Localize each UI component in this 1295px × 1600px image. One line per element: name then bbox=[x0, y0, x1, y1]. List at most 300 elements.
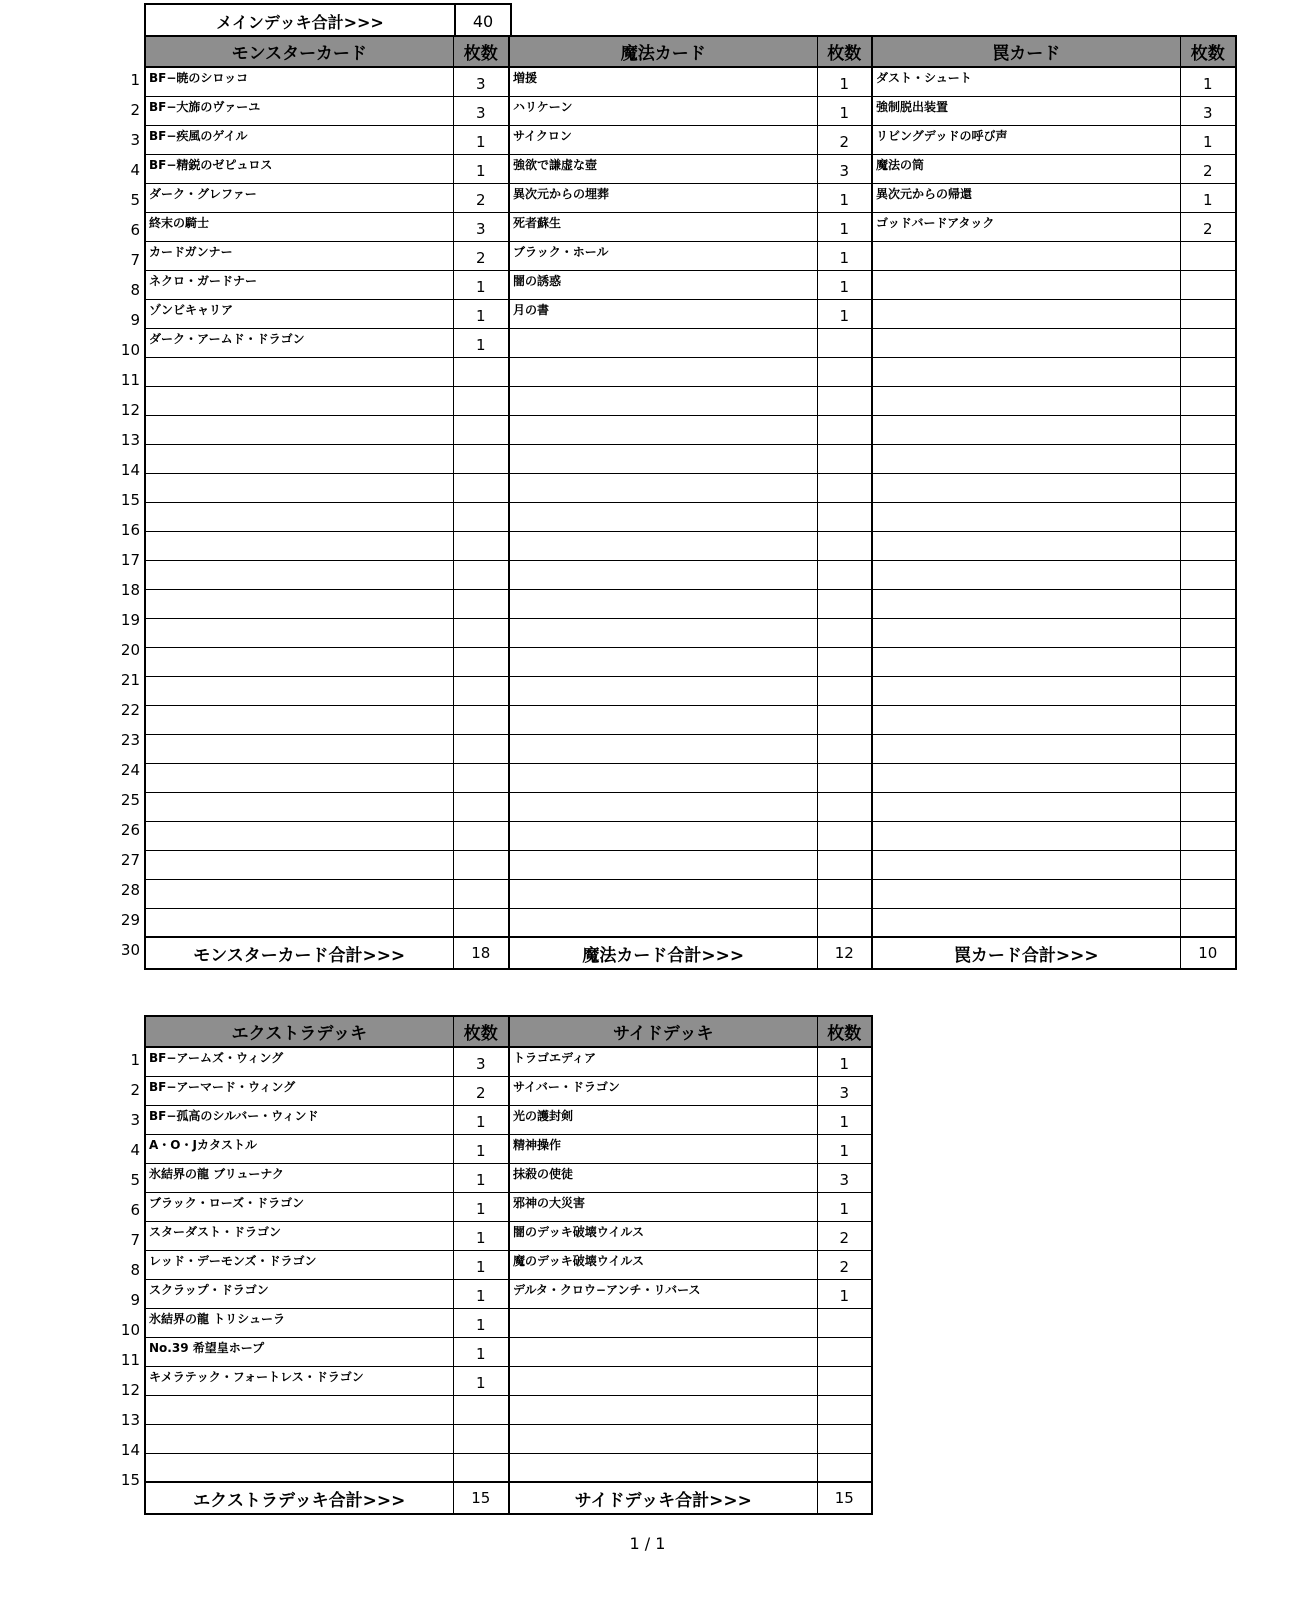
trap-card-name bbox=[872, 734, 1180, 763]
table-row bbox=[145, 850, 1236, 879]
table-row bbox=[145, 328, 1236, 357]
extra-card-name bbox=[145, 1395, 453, 1424]
table-row bbox=[145, 444, 1236, 473]
spell-total-label: 魔法カード合計>>> bbox=[509, 937, 817, 969]
spell-card-count bbox=[817, 560, 872, 589]
monster-card-count bbox=[453, 415, 509, 444]
monster-card-name bbox=[145, 531, 453, 560]
row-number: 26 bbox=[120, 821, 140, 839]
trap-card-count bbox=[1180, 618, 1236, 647]
spell-card-count: 2 bbox=[817, 125, 872, 154]
row-number: 9 bbox=[130, 1291, 140, 1309]
trap-card-name: リビングデッドの呼び声 bbox=[872, 125, 1180, 154]
row-number: 7 bbox=[130, 251, 140, 269]
table-row bbox=[145, 125, 1236, 154]
trap-card-count: 2 bbox=[1180, 154, 1236, 183]
spell-card-count bbox=[817, 705, 872, 734]
spell-count-header: 枚数 bbox=[817, 36, 872, 67]
table-row bbox=[145, 357, 1236, 386]
monster-card-name bbox=[145, 415, 453, 444]
spell-card-count bbox=[817, 821, 872, 850]
monster-card-name bbox=[145, 502, 453, 531]
extra-total-label: エクストラデッキ合計>>> bbox=[145, 1482, 453, 1514]
extra-side-table bbox=[144, 1015, 873, 1515]
monster-card-name bbox=[145, 850, 453, 879]
trap-card-name bbox=[872, 299, 1180, 328]
trap-card-count bbox=[1180, 270, 1236, 299]
row-number: 14 bbox=[120, 461, 140, 479]
trap-card-count bbox=[1180, 705, 1236, 734]
trap-card-name bbox=[872, 444, 1180, 473]
extra-card-count: 1 bbox=[453, 1337, 509, 1366]
trap-card-name bbox=[872, 502, 1180, 531]
table-row bbox=[145, 647, 1236, 676]
spell-card-name: 増援 bbox=[509, 67, 817, 96]
monster-card-count bbox=[453, 473, 509, 502]
side-card-name: 魔のデッキ破壊ウイルス bbox=[509, 1250, 817, 1279]
monster-card-name bbox=[145, 589, 453, 618]
trap-card-count bbox=[1180, 589, 1236, 618]
spell-card-name bbox=[509, 444, 817, 473]
table-row bbox=[145, 1134, 872, 1163]
side-total-value: 15 bbox=[817, 1482, 872, 1514]
spell-card-name bbox=[509, 473, 817, 502]
extra-card-name: 氷結界の龍 トリシューラ bbox=[145, 1308, 453, 1337]
side-card-name bbox=[509, 1308, 817, 1337]
monster-card-name: ネクロ・ガードナー bbox=[145, 270, 453, 299]
table-row bbox=[145, 1424, 872, 1453]
monster-card-count bbox=[453, 676, 509, 705]
extra-count-header: 枚数 bbox=[453, 1016, 509, 1047]
spell-card-name bbox=[509, 792, 817, 821]
trap-count-header: 枚数 bbox=[1180, 36, 1236, 67]
row-number: 13 bbox=[120, 1411, 140, 1429]
trap-header: 罠カード bbox=[872, 36, 1180, 67]
trap-card-count bbox=[1180, 444, 1236, 473]
trap-card-name bbox=[872, 676, 1180, 705]
trap-card-name: 魔法の筒 bbox=[872, 154, 1180, 183]
table-row bbox=[145, 1453, 872, 1482]
trap-card-count bbox=[1180, 879, 1236, 908]
spell-card-name: ハリケーン bbox=[509, 96, 817, 125]
row-number: 20 bbox=[120, 641, 140, 659]
table-row bbox=[145, 299, 1236, 328]
extra-card-name: BF−孤高のシルバー・ウィンド bbox=[145, 1105, 453, 1134]
row-number: 25 bbox=[120, 791, 140, 809]
spell-card-name bbox=[509, 357, 817, 386]
spell-card-count bbox=[817, 908, 872, 937]
side-card-name: 精神操作 bbox=[509, 1134, 817, 1163]
trap-card-name bbox=[872, 357, 1180, 386]
extra-card-count: 3 bbox=[453, 1047, 509, 1076]
side-card-count: 1 bbox=[817, 1192, 872, 1221]
monster-card-name bbox=[145, 357, 453, 386]
side-card-count: 1 bbox=[817, 1047, 872, 1076]
side-card-count: 2 bbox=[817, 1221, 872, 1250]
row-number: 6 bbox=[130, 1201, 140, 1219]
trap-card-name bbox=[872, 560, 1180, 589]
monster-card-name bbox=[145, 908, 453, 937]
spell-card-name bbox=[509, 821, 817, 850]
spell-card-name: 異次元からの埋葬 bbox=[509, 183, 817, 212]
spell-card-name bbox=[509, 502, 817, 531]
trap-card-count bbox=[1180, 415, 1236, 444]
table-row bbox=[145, 879, 1236, 908]
trap-card-name bbox=[872, 328, 1180, 357]
row-number: 1 bbox=[130, 71, 140, 89]
row-number: 15 bbox=[120, 491, 140, 509]
table-row bbox=[145, 154, 1236, 183]
monster-card-count bbox=[453, 560, 509, 589]
row-number: 4 bbox=[130, 161, 140, 179]
table-row bbox=[145, 1279, 872, 1308]
trap-card-name: 異次元からの帰還 bbox=[872, 183, 1180, 212]
extra-card-name: キメラテック・フォートレス・ドラゴン bbox=[145, 1366, 453, 1395]
trap-card-count bbox=[1180, 647, 1236, 676]
trap-card-name bbox=[872, 792, 1180, 821]
monster-card-count: 2 bbox=[453, 183, 509, 212]
row-number: 10 bbox=[120, 1321, 140, 1339]
table-row bbox=[145, 734, 1236, 763]
table-row bbox=[145, 1250, 872, 1279]
side-card-count: 1 bbox=[817, 1134, 872, 1163]
spell-card-count bbox=[817, 734, 872, 763]
side-card-count bbox=[817, 1395, 872, 1424]
monster-card-count bbox=[453, 908, 509, 937]
side-card-count: 1 bbox=[817, 1279, 872, 1308]
row-number: 24 bbox=[120, 761, 140, 779]
table-row bbox=[145, 792, 1236, 821]
row-number: 8 bbox=[130, 281, 140, 299]
trap-card-count bbox=[1180, 821, 1236, 850]
extra-card-name: A・O・Jカタストル bbox=[145, 1134, 453, 1163]
spell-card-name bbox=[509, 908, 817, 937]
table-row bbox=[145, 1047, 872, 1076]
table-row bbox=[145, 241, 1236, 270]
spell-card-name bbox=[509, 386, 817, 415]
row-number: 11 bbox=[120, 1351, 140, 1369]
extra-card-count: 2 bbox=[453, 1076, 509, 1105]
spell-card-name bbox=[509, 850, 817, 879]
row-number: 5 bbox=[130, 1171, 140, 1189]
monster-card-name: ゾンビキャリア bbox=[145, 299, 453, 328]
monster-card-count bbox=[453, 705, 509, 734]
row-number: 12 bbox=[120, 401, 140, 419]
trap-card-count: 1 bbox=[1180, 125, 1236, 154]
row-number: 30 bbox=[120, 941, 140, 959]
extra-card-count: 1 bbox=[453, 1134, 509, 1163]
monster-card-count bbox=[453, 734, 509, 763]
monster-card-name bbox=[145, 386, 453, 415]
monster-card-count bbox=[453, 850, 509, 879]
extra-card-count: 1 bbox=[453, 1250, 509, 1279]
side-card-name: 光の護封剣 bbox=[509, 1105, 817, 1134]
monster-card-count bbox=[453, 386, 509, 415]
table-row bbox=[145, 415, 1236, 444]
trap-card-count: 2 bbox=[1180, 212, 1236, 241]
extra-header: エクストラデッキ bbox=[145, 1016, 453, 1047]
row-number: 27 bbox=[120, 851, 140, 869]
table-row bbox=[145, 1163, 872, 1192]
spell-card-count bbox=[817, 386, 872, 415]
row-number: 21 bbox=[120, 671, 140, 689]
spell-card-count bbox=[817, 589, 872, 618]
spell-card-count bbox=[817, 357, 872, 386]
trap-card-name bbox=[872, 821, 1180, 850]
monster-card-count: 2 bbox=[453, 241, 509, 270]
monster-card-count: 1 bbox=[453, 125, 509, 154]
extra-card-name bbox=[145, 1424, 453, 1453]
row-number: 19 bbox=[120, 611, 140, 629]
trap-card-count: 3 bbox=[1180, 96, 1236, 125]
row-number: 7 bbox=[130, 1231, 140, 1249]
extra-card-name: BF−アームズ・ウィング bbox=[145, 1047, 453, 1076]
trap-card-name bbox=[872, 879, 1180, 908]
monster-card-count bbox=[453, 647, 509, 676]
main-deck-table bbox=[144, 35, 1237, 970]
spell-card-name: 死者蘇生 bbox=[509, 212, 817, 241]
trap-card-count bbox=[1180, 328, 1236, 357]
trap-card-count bbox=[1180, 763, 1236, 792]
spell-card-name bbox=[509, 328, 817, 357]
table-row bbox=[145, 502, 1236, 531]
spell-card-count bbox=[817, 879, 872, 908]
table-row bbox=[145, 908, 1236, 937]
row-number: 23 bbox=[120, 731, 140, 749]
row-number: 3 bbox=[130, 131, 140, 149]
row-number: 16 bbox=[120, 521, 140, 539]
page-number: 1 / 1 bbox=[629, 1534, 666, 1553]
extra-card-count: 1 bbox=[453, 1105, 509, 1134]
spell-card-name bbox=[509, 705, 817, 734]
row-number: 10 bbox=[120, 341, 140, 359]
trap-card-name bbox=[872, 763, 1180, 792]
table-row bbox=[145, 1337, 872, 1366]
spell-card-count bbox=[817, 444, 872, 473]
trap-card-count: 1 bbox=[1180, 67, 1236, 96]
spell-card-count bbox=[817, 676, 872, 705]
trap-card-count bbox=[1180, 792, 1236, 821]
table-row bbox=[145, 96, 1236, 125]
trap-card-name bbox=[872, 908, 1180, 937]
spell-card-name bbox=[509, 589, 817, 618]
spell-card-count: 3 bbox=[817, 154, 872, 183]
monster-card-name bbox=[145, 763, 453, 792]
monster-card-count bbox=[453, 444, 509, 473]
trap-total-label: 罠カード合計>>> bbox=[872, 937, 1180, 969]
spell-card-count: 1 bbox=[817, 183, 872, 212]
side-card-name: サイバー・ドラゴン bbox=[509, 1076, 817, 1105]
monster-card-name bbox=[145, 444, 453, 473]
row-number: 9 bbox=[130, 311, 140, 329]
table-row bbox=[145, 183, 1236, 212]
monster-card-count bbox=[453, 879, 509, 908]
table-row bbox=[145, 473, 1236, 502]
monster-card-count bbox=[453, 531, 509, 560]
table-row bbox=[145, 386, 1236, 415]
side-total-label: サイドデッキ合計>>> bbox=[509, 1482, 817, 1514]
side-card-name: トラゴエディア bbox=[509, 1047, 817, 1076]
extra-card-count bbox=[453, 1453, 509, 1482]
spell-card-count bbox=[817, 531, 872, 560]
table-row bbox=[145, 531, 1236, 560]
trap-card-name bbox=[872, 241, 1180, 270]
monster-card-name: BF−暁のシロッコ bbox=[145, 67, 453, 96]
spell-card-count: 1 bbox=[817, 212, 872, 241]
monster-card-count: 3 bbox=[453, 67, 509, 96]
extra-card-count bbox=[453, 1424, 509, 1453]
spell-card-name: 強欲で謙虚な壺 bbox=[509, 154, 817, 183]
extra-card-count bbox=[453, 1395, 509, 1424]
monster-header: モンスターカード bbox=[145, 36, 453, 67]
table-row bbox=[145, 1221, 872, 1250]
row-number: 29 bbox=[120, 911, 140, 929]
trap-card-name: ゴッドバードアタック bbox=[872, 212, 1180, 241]
trap-card-count bbox=[1180, 502, 1236, 531]
monster-total-label: モンスターカード合計>>> bbox=[145, 937, 453, 969]
trap-card-count bbox=[1180, 473, 1236, 502]
spell-card-count bbox=[817, 473, 872, 502]
spell-card-name bbox=[509, 879, 817, 908]
side-card-name bbox=[509, 1366, 817, 1395]
side-card-count: 3 bbox=[817, 1163, 872, 1192]
spell-card-name bbox=[509, 647, 817, 676]
trap-card-name bbox=[872, 618, 1180, 647]
spell-card-count bbox=[817, 647, 872, 676]
side-card-count bbox=[817, 1366, 872, 1395]
spell-card-count bbox=[817, 502, 872, 531]
spell-card-name bbox=[509, 618, 817, 647]
side-header: サイドデッキ bbox=[509, 1016, 817, 1047]
extra-card-count: 1 bbox=[453, 1221, 509, 1250]
row-number: 6 bbox=[130, 221, 140, 239]
monster-count-header: 枚数 bbox=[453, 36, 509, 67]
side-card-count bbox=[817, 1453, 872, 1482]
trap-card-name bbox=[872, 386, 1180, 415]
monster-card-count bbox=[453, 821, 509, 850]
table-row bbox=[145, 560, 1236, 589]
trap-card-name bbox=[872, 415, 1180, 444]
row-number: 12 bbox=[120, 1381, 140, 1399]
trap-card-count bbox=[1180, 560, 1236, 589]
side-count-header: 枚数 bbox=[817, 1016, 872, 1047]
spell-card-count: 1 bbox=[817, 241, 872, 270]
table-row bbox=[145, 67, 1236, 96]
trap-total-value: 10 bbox=[1180, 937, 1236, 969]
extra-card-name: ブラック・ローズ・ドラゴン bbox=[145, 1192, 453, 1221]
spell-card-name bbox=[509, 415, 817, 444]
trap-card-name bbox=[872, 531, 1180, 560]
row-number: 3 bbox=[130, 1111, 140, 1129]
row-number: 5 bbox=[130, 191, 140, 209]
trap-card-count bbox=[1180, 357, 1236, 386]
side-card-name bbox=[509, 1337, 817, 1366]
trap-card-name bbox=[872, 647, 1180, 676]
extra-total-value: 15 bbox=[453, 1482, 509, 1514]
monster-card-name: ダーク・グレファー bbox=[145, 183, 453, 212]
monster-card-name: カードガンナー bbox=[145, 241, 453, 270]
spell-header: 魔法カード bbox=[509, 36, 817, 67]
extra-card-count: 1 bbox=[453, 1308, 509, 1337]
side-card-count: 2 bbox=[817, 1250, 872, 1279]
table-row bbox=[145, 821, 1236, 850]
side-card-name: 邪神の大災害 bbox=[509, 1192, 817, 1221]
side-card-name bbox=[509, 1395, 817, 1424]
spell-card-count bbox=[817, 618, 872, 647]
row-number: 22 bbox=[120, 701, 140, 719]
trap-card-name: ダスト・シュート bbox=[872, 67, 1180, 96]
table-row bbox=[145, 705, 1236, 734]
side-card-name bbox=[509, 1453, 817, 1482]
monster-card-count bbox=[453, 618, 509, 647]
spell-card-name bbox=[509, 531, 817, 560]
main-deck-total-value: 40 bbox=[455, 4, 511, 39]
trap-card-count bbox=[1180, 908, 1236, 937]
spell-card-count: 1 bbox=[817, 270, 872, 299]
row-number: 8 bbox=[130, 1261, 140, 1279]
table-row bbox=[145, 212, 1236, 241]
table-row bbox=[145, 1192, 872, 1221]
monster-card-count bbox=[453, 589, 509, 618]
row-number: 14 bbox=[120, 1441, 140, 1459]
side-card-name: 抹殺の使徒 bbox=[509, 1163, 817, 1192]
row-number: 15 bbox=[120, 1471, 140, 1489]
extra-card-name bbox=[145, 1453, 453, 1482]
trap-card-count bbox=[1180, 531, 1236, 560]
row-number: 18 bbox=[120, 581, 140, 599]
table-row bbox=[145, 589, 1236, 618]
trap-card-count: 1 bbox=[1180, 183, 1236, 212]
extra-card-name: スターダスト・ドラゴン bbox=[145, 1221, 453, 1250]
spell-card-name: 闇の誘惑 bbox=[509, 270, 817, 299]
monster-card-name bbox=[145, 560, 453, 589]
extra-card-count: 1 bbox=[453, 1366, 509, 1395]
monster-card-name bbox=[145, 792, 453, 821]
spell-card-count bbox=[817, 415, 872, 444]
spell-card-count bbox=[817, 328, 872, 357]
monster-card-count bbox=[453, 763, 509, 792]
table-row bbox=[145, 1105, 872, 1134]
table-row bbox=[145, 1366, 872, 1395]
row-number: 2 bbox=[130, 101, 140, 119]
extra-card-name: 氷結界の龍 ブリューナク bbox=[145, 1163, 453, 1192]
trap-card-name bbox=[872, 850, 1180, 879]
spell-card-name bbox=[509, 676, 817, 705]
trap-card-name bbox=[872, 473, 1180, 502]
spell-card-count bbox=[817, 792, 872, 821]
side-card-count bbox=[817, 1308, 872, 1337]
main-deck-total-label: メインデッキ合計>>> bbox=[145, 4, 455, 39]
monster-card-name bbox=[145, 647, 453, 676]
row-number: 17 bbox=[120, 551, 140, 569]
monster-card-name bbox=[145, 821, 453, 850]
table-row bbox=[145, 1308, 872, 1337]
side-card-name: デルタ・クロウ−アンチ・リバース bbox=[509, 1279, 817, 1308]
side-card-count bbox=[817, 1337, 872, 1366]
trap-card-name bbox=[872, 705, 1180, 734]
monster-card-count bbox=[453, 357, 509, 386]
row-number: 2 bbox=[130, 1081, 140, 1099]
extra-card-count: 1 bbox=[453, 1279, 509, 1308]
extra-card-name: No.39 希望皇ホープ bbox=[145, 1337, 453, 1366]
side-card-count: 1 bbox=[817, 1105, 872, 1134]
spell-card-count: 1 bbox=[817, 67, 872, 96]
monster-card-name bbox=[145, 618, 453, 647]
side-card-count bbox=[817, 1424, 872, 1453]
row-number: 11 bbox=[120, 371, 140, 389]
monster-card-name: 終末の騎士 bbox=[145, 212, 453, 241]
monster-card-count: 3 bbox=[453, 212, 509, 241]
